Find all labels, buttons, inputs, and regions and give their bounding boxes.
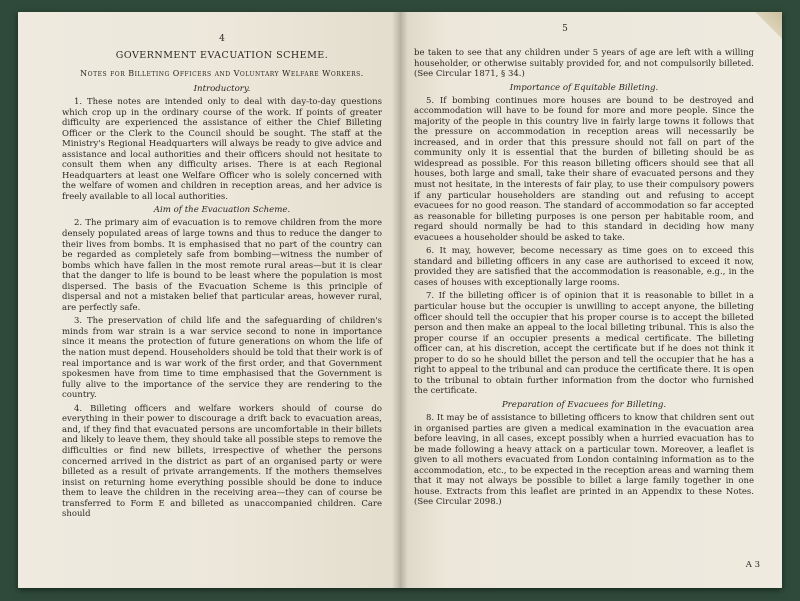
page-number-left: 4 (219, 34, 225, 44)
paragraph-7: 7. If the billeting officer is of opinion that it is reasonable to billet in a particular house but the occupier is unwilling to accept anyone, the billeting officer should tell the occupier that his proper course is to accept the billeted person and then make an appeal to the local billeting tribunal. This is also the proper course if an occupier presents a medical certificate. The billeting officer can, at his discretion, accept the certificate but if he does not think it proper to do so he should billet the person and tell the occupier that he has a right to appeal to the tribunal and can produce the certificate there. It is open to the tribunal to obtain further information from the doctor who furnished the certificate. (414, 291, 754, 397)
section-heading-introductory: Introductory. (193, 84, 251, 94)
paragraph-2: 2. The primary aim of evacuation is to remove children from the more densely populated areas of large towns and thus to reduce the danger to their lives from bombs. It is emphasised that no part of the country can be regarded as completely safe from bombing—witness the number of bombs which have fallen in the most remote rural areas—but it is clear that the danger to life is bound to be least where the population is most dispersed. The basis of the Evacuation Scheme is this principle of dispersal and not a mistaken belief that particular areas, however rural, are perfectly safe. (62, 218, 382, 313)
left-page (18, 12, 400, 588)
paragraph-6: 6. It may, however, become necessary as time goes on to exceed this standard and billeting officers in any case are authorised to exceed it now, provided they are satisfied that the accommodation is reasonable, e.g., in the cases of houses with exceptionally large rooms. (414, 246, 754, 288)
paragraph-8: 8. It may be of assistance to billeting officers to know that children sent out in organised parties are given a medical examination in the evacuation area before leaving, in all cases, except possibly when a hurried evacuation has to be made following a heavy attack on a particular town. Moreover, a leaflet is given to all mothers evacuated from London containing information as to the accommodation, etc., to be expected in the reception areas and warning them that it may not always be possible to billet a large family together in one house. Extracts from this leaflet are printed in an Appendix to these Notes. (See Circular 2098.) (414, 412, 754, 508)
paragraph-4: 4. Billeting officers and welfare workers should of course do everything in their power to discourage a drift back to evacuation areas, and, if they find that evacuated persons are uncomfortable in their billets and likely to leave them, they should take all possible steps to remove the difficulties or find new billets, irrespective of whether the persons concerned arrived in the district as part of an organised party or were billeted as a result of private arrangements. If the mothers themselves insist on returning home everything possible should be done to induce them to leave the children in the receiving area—they can of course be transferred to Form E and billeted as unaccompanied children. Care should (62, 403, 382, 520)
section-heading-equitable-billeting: Importance of Equitable Billeting. (509, 82, 659, 93)
booklet (18, 12, 782, 588)
document-subtitle: Notes for Billeting Officers and Voluntary Welfare Workers. (80, 69, 364, 78)
right-page-content (414, 48, 754, 511)
right-page (400, 12, 782, 588)
left-page-content (62, 34, 382, 523)
paragraph-1: 1. These notes are intended only to deal with day-to-day questions which crop up in the ordinary course of the work. If points of greater difficulty are experienced the assistance of either the Chief Billeting Officer or the Clerk to the Council should be sought. The staff at the Ministry's Regional Headquarters will always be ready to give advice and assistance and local authorities and their officers should not hesitate to consult them when any difficulty arises. There is at each Regional Headquarters at least one Welfare Officer who is solely concerned with the welfare of women and children in reception areas, and her advice is freely available to all local authorities. (62, 97, 382, 202)
paragraph-3: 3. The preservation of child life and the safeguarding of children's minds from war strain is a war service second to none in importance since it means the protection of future generations on whom the life of the nation must depend. Householders should be told that their work is of real importance and is war work of the first order, and that Government spokesmen have from time to time emphasised that the Government is fully alive to the importance of the service they are rendering to the country. (62, 316, 382, 401)
paragraph-5: 5. If bombing continues more houses are bound to be destroyed and accommodation will have to be found for more and more people. Since the majority of the people in this country live in fairly large towns it follows that the pressure on accommodation in reception areas will necessarily be increased, and in order that this pressure should not fall on part of the community only it is essential that the burden of billeting should be as widespread as possible. For this reason billeting officers should see that all houses, both large and small, take their share of evacuated persons and they must not hesitate, in the interests of fair play, to use their compulsory powers if any particular householders are standing out and refusing to accept evacuees for no good reason. The standard of accommodation so far accepted as reasonable for billeting purposes is one person per habitable room, and regard should normally be had to this standard in deciding how many evacuees a householder should be asked to take. (414, 95, 754, 243)
section-heading-aim: Aim of the Evacuation Scheme. (153, 205, 291, 216)
section-heading-preparation: Preparation of Evacuees for Billeting. (501, 399, 667, 410)
dog-eared-corner (746, 12, 782, 42)
book-gutter (392, 12, 408, 588)
signature-mark: A 3 (745, 560, 760, 570)
page-number-right: 5 (562, 24, 568, 34)
document-title: GOVERNMENT EVACUATION SCHEME. (115, 50, 329, 61)
paragraph-4-continued: be taken to see that any children under 5 years of age are left with a willing householder, or otherwise suitably provided for, and not compulsorily billeted. (See Circular 1871, § 34.) (414, 48, 754, 80)
